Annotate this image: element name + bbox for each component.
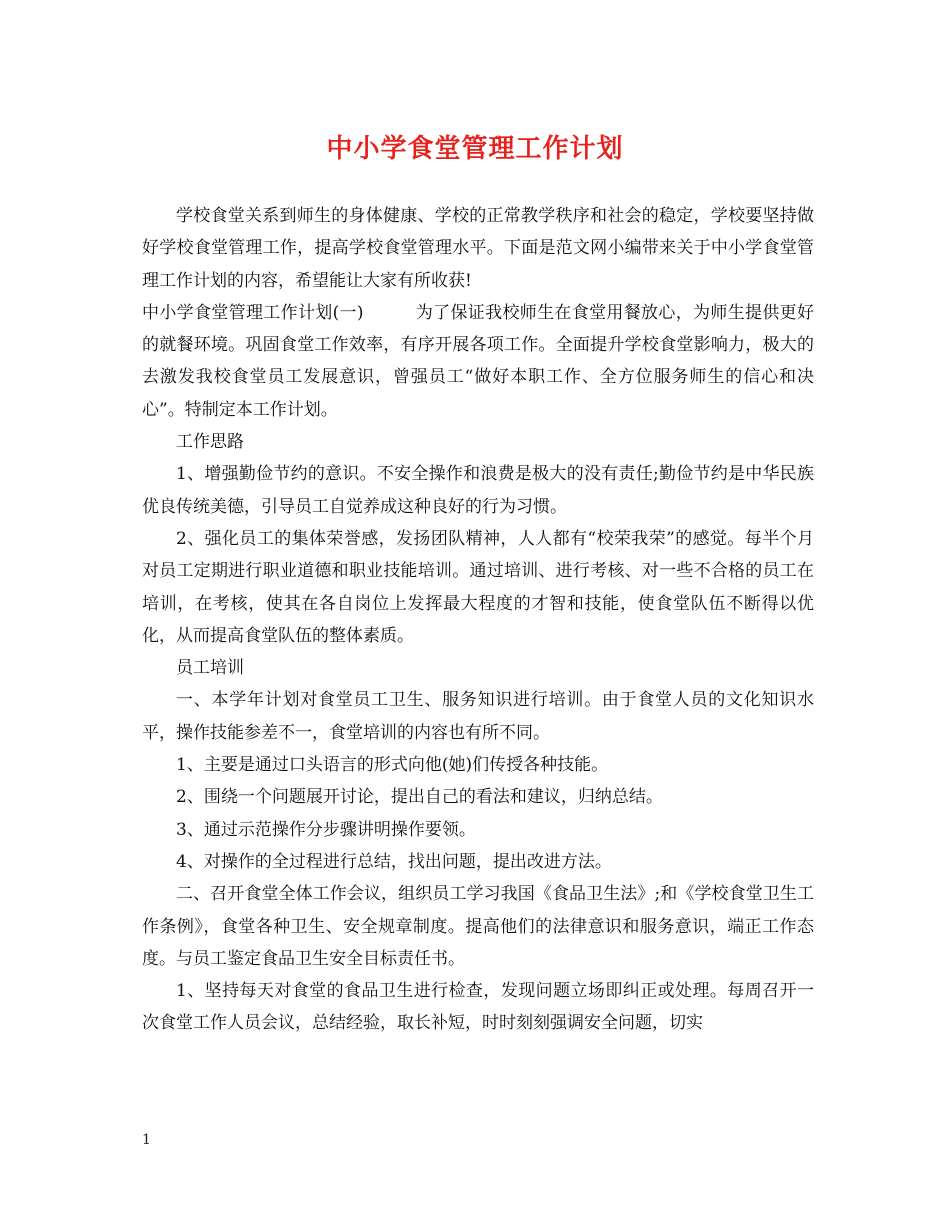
paragraph: 2、强化员工的集体荣誉感，发扬团队精神，人人都有“校荣我荣”的感觉。每半个月对员工定期进行职业道德和职业技能培训。通过培训、进行考核、对一些不合格的员工在培训，在考核，使其在各自岗位上发挥最大程度的才智和技能，使食堂队伍不断得以优化，从而提高食堂队伍的整体素质。: [142, 528, 814, 646]
paragraph: 1、坚持每天对食堂的食品卫生进行检查，发现问题立场即纠正或处理。每周召开一次食堂工作人员会议，总结经验，取长补短，时时刻刻强调安全问题，切实: [142, 981, 814, 1034]
page-number: 1: [142, 1132, 151, 1148]
paragraph: 工作思路: [176, 432, 244, 453]
paragraph: 一、本学年计划对食堂员工卫生、服务知识进行培训。由于食堂人员的文化知识水平，操作技能参差不一，食堂培训的内容也有所不同。: [142, 690, 814, 743]
paragraph: 1、主要是通过口头语言的形式向他(她)们传授各种技能。: [176, 755, 609, 776]
paragraph: 3、通过示范操作分步骤讲明操作要领。: [176, 819, 476, 840]
paragraph: 中小学食堂管理工作计划(一) 为了保证我校师生在食堂用餐放心，为师生提供更好的就餐环境。巩固食堂工作效率，有序开展各项工作。全面提升学校食堂影响力，极大的去激发我校食堂员工发展意识，曾强员工“做好本职工作、全方位服务师生的信心和决心”。特制定本工作计划。: [142, 302, 814, 420]
paragraph: 4、对操作的全过程进行总结，找出问题，提出改进方法。: [176, 851, 612, 872]
paragraph: 1、增强勤俭节约的意识。不安全操作和浪费是极大的没有责任;勤俭节约是中华民族优良传统美德，引导员工自觉养成这种良好的行为习惯。: [142, 464, 814, 517]
paragraph: 员工培训: [176, 658, 244, 679]
paragraph: 学校食堂关系到师生的身体健康、学校的正常教学秩序和社会的稳定，学校要坚持做好学校食堂管理工作，提高学校食堂管理水平。下面是范文网小编带来关于中小学食堂管理工作计划的内容，希望能让大家有所收获!: [142, 206, 814, 291]
document-body: [142, 200, 814, 1040]
document-title: 中小学食堂管理工作计划: [326, 134, 624, 164]
paragraph: 二、召开食堂全体工作会议，组织员工学习我国《食品卫生法》;和《学校食堂卫生工作条例》，食堂各种卫生、安全规章制度。提高他们的法律意识和服务意识，端正工作态度。与员工鉴定食品卫生安全目标责任书。: [142, 884, 814, 969]
paragraph: 2、围绕一个问题展开讨论，提出自己的看法和建议，归纳总结。: [176, 787, 663, 808]
